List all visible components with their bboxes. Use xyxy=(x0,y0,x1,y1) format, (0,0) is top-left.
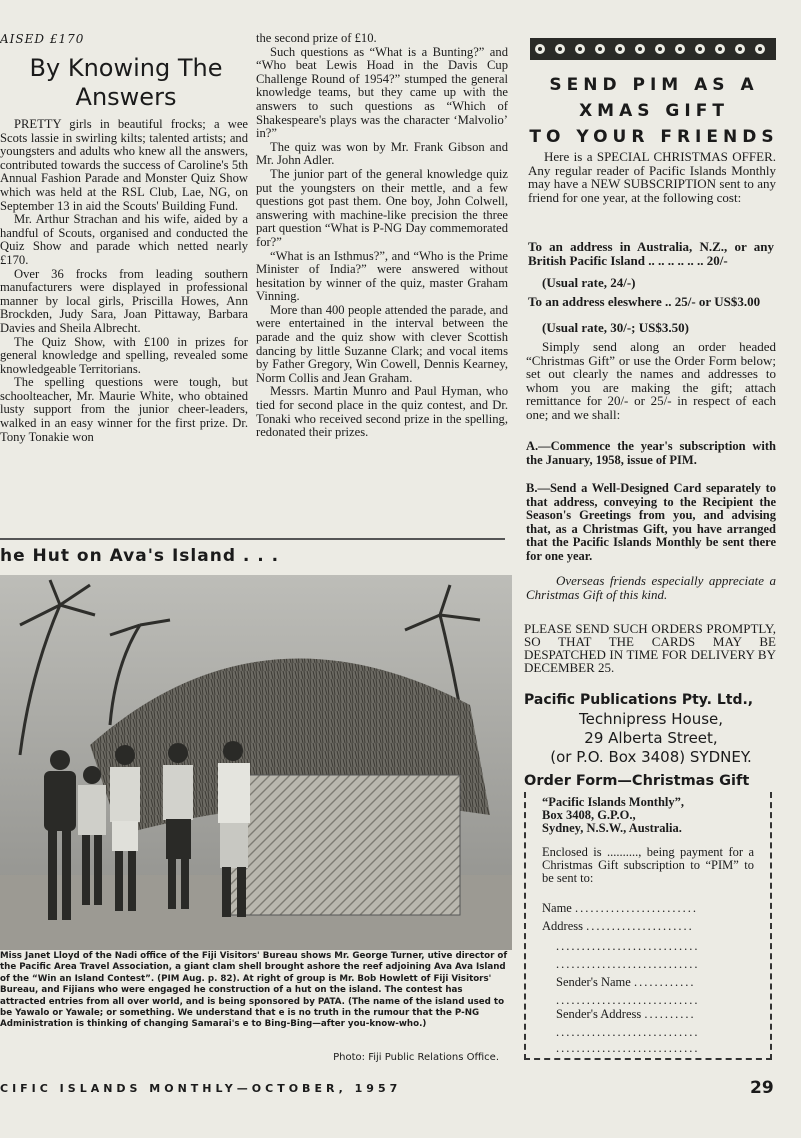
article-paragraph: Messrs. Martin Munro and Paul Hyman, who tied for second place in the quiz contest, and Dr. Tonaki who received second prize in the spelling, redonated their prizes. xyxy=(256,384,508,440)
section-kicker: AISED £170 xyxy=(0,32,85,46)
article-paragraph: More than 400 people attended the parade, and were entertained in the interval between the parade and the quiz show with clever Scottish dancing by little Suzanne Clark; and vocal items by Father Gregory, Win Cowell, Dennis Kearney, Norm Collis and Jean Graham. xyxy=(256,302,508,385)
sender-address-label: Sender's Address xyxy=(556,1007,642,1021)
sender-dotted-line[interactable]: ............................ xyxy=(556,1041,700,1055)
order-form-recipient-line: Box 3408, G.P.O., xyxy=(542,808,636,822)
hut-photo-image xyxy=(0,575,512,950)
order-form-recipient xyxy=(542,796,762,835)
name-dotted-line[interactable]: ........................ xyxy=(574,901,698,915)
sender-name-dotted-line[interactable]: ............ xyxy=(633,975,696,989)
article-headline: By Knowing The Answers xyxy=(29,54,223,111)
promo-point-a: A.—Commence the year's subscription with the January, 1958, issue of PIM. xyxy=(526,439,776,467)
rate-elsewhere-usual: (Usual rate, 30/-; US$3.50) xyxy=(542,320,689,335)
promo-title-line: XMAS GIFT xyxy=(579,101,729,121)
article-paragraph: The junior part of the general knowledge quiz put the youngsters on their mettle, and a few questions got past them. One boy, John Colwell, answering with machine-like precision the three part question “What is P-NG Day commemorated for?” xyxy=(256,166,508,249)
hut-photo xyxy=(0,575,512,950)
address-dotted-line[interactable]: ............................ xyxy=(556,939,700,953)
article-paragraph: “What is an Isthmus?”, and “Who is the Prime Minister of India?” were answered without hesitation by winner of the quiz, master Graham Vinning. xyxy=(256,248,508,304)
sender-dotted-line[interactable]: ............................ xyxy=(556,993,700,1007)
address-dotted-line[interactable]: ............................ xyxy=(556,957,700,971)
publisher-address xyxy=(524,691,778,767)
address-dotted-line[interactable]: ..................... xyxy=(586,919,694,933)
article-paragraph: The spelling questions were tough, but schoolteacher, Mr. Maurie White, who obtained lusty support from the junior cheer-leaders, walked in an easy winner for the first prize. Dr. Tony Tonakie won xyxy=(0,375,248,444)
order-form-sender-name-row[interactable] xyxy=(556,976,756,989)
address-line: (or P.O. Box 3408) SYDNEY. xyxy=(550,748,752,766)
page-number: 29 xyxy=(750,1078,774,1098)
rate-elsewhere: To an address eleswhere .. 25/- or US$3.00 xyxy=(528,294,761,309)
running-footer: CIFIC ISLANDS MONTHLY—OCTOBER, 1957 xyxy=(0,1082,402,1095)
photo-caption: Miss Janet Lloyd of the Nadi office of the Fiji Visitors' Bureau shows Mr. George Turner, utive director of the Pacific Area Travel Association, a giant clam shell brought ashore the reef adjoining Ava Ava Island of the “Win an Island Contest”. (PIM Aug. p. 82). At right of group is Mr. Bob Howlett of Fiji Visitors' Bureau, and Fijians who were engaged he construction of a hut on the island. The contest has attracted entries from all over world, and is being sponsored by PATA. (The name of the island used to be Yawalo or Yawale; or something. We understand that e is no truth in the rumour that the P-NG Administration is thinking of changing Samarai's e to Bing-Bing—after you-know-who.) xyxy=(0,951,508,1030)
order-form-name-row[interactable] xyxy=(542,902,760,915)
order-form-name-label: Name xyxy=(542,901,572,915)
article-paragraph: The quiz was won by Mr. Frank Gibson and Mr. John Adler. xyxy=(256,139,508,168)
article-middle-column xyxy=(256,32,508,440)
rate-australia: To an address in Australia, N.Z., or any British Pacific Island .. .. .. .. .. .. 20/- xyxy=(528,239,774,268)
publisher-name: Pacific Publications Pty. Ltd., xyxy=(524,692,754,708)
order-form-title: Order Form—Christmas Gift xyxy=(524,773,750,789)
order-form-enclosed: Enclosed is .........., being payment for a Christmas Gift subscription to “PIM” to be sent to: xyxy=(542,845,754,885)
sender-address-dotted-line[interactable]: .......... xyxy=(644,1007,696,1021)
order-form-address-label: Address xyxy=(542,919,583,933)
promo-point-b: B.—Send a Well-Designed Card separately to that address, conveying to the Recipient the Season's Greetings from you, and advising that, as a Christmas Gift, you have arranged that the Pacific Islands Monthly be sent there for one year. xyxy=(526,481,776,563)
promo-instructions: Simply send along an order headed “Christmas Gift” or use the Order Form below; set out clearly the names and addresses to whom you are making the gift; attach remittance for 20/- or 25/- in respect of each one; and we shall: xyxy=(526,339,776,422)
article-paragraph: The Quiz Show, with £100 in prizes for general knowledge and spelling, revealed some knowledgeable Territorians. xyxy=(0,334,248,376)
section-divider xyxy=(0,538,505,540)
rate-australia-usual: (Usual rate, 24/-) xyxy=(542,275,636,290)
article-paragraph: Such questions as “What is a Bunting?” and “Who beat Lewis Hoad in the Davis Cup Challenge Round of 1954?” stumped the general knowledge teams, but they came up with the answers to such questions as “Which of Shakespeare's plays was the character ‘Malvolio’ in?” xyxy=(256,44,508,141)
promo-title xyxy=(526,72,782,150)
promo-notice: PLEASE SEND SUCH ORDERS PROMPTLY, SO THAT THE CARDS MAY BE DESPATCHED IN TIME FOR DELIVERY BY DECEMBER 25. xyxy=(524,621,776,675)
sender-name-label: Sender's Name xyxy=(556,975,631,989)
article-left-column xyxy=(0,118,248,532)
promo-title-line: TO YOUR FRIENDS xyxy=(529,127,779,147)
address-line: Technipress House, xyxy=(578,710,724,728)
order-form-sender-address-row[interactable] xyxy=(556,1008,756,1021)
photo-section-heading: he Hut on Ava's Island . . . xyxy=(0,546,280,566)
order-form-recipient-line: Sydney, N.S.W., Australia. xyxy=(542,821,682,835)
address-line: 29 Alberta Street, xyxy=(584,729,718,747)
promo-overseas-note: Overseas friends especially appreciate a Christmas Gift of this kind. xyxy=(526,573,776,602)
sender-dotted-line[interactable]: ............................ xyxy=(556,1025,700,1039)
order-form-address-row[interactable] xyxy=(542,920,760,933)
promo-intro: Here is a SPECIAL CHRISTMAS OFFER. Any regular reader of Pacific Islands Monthly may have a NEW SUBSCRIPTION sent to any friend for one year, at the following cost: xyxy=(528,149,776,205)
article-paragraph: Over 36 frocks from leading southern manufacturers were displayed in professional manner by local girls, Priscilla Howes, Ann Brockden, Judy Sara, Joan Pittaway, Barbara Davies and Sheila Albrecht. xyxy=(0,266,248,335)
order-form-recipient-line: “Pacific Islands Monthly”, xyxy=(542,795,685,809)
article-paragraph: the second prize of £10. xyxy=(256,31,377,45)
article-paragraph: PRETTY girls in beautiful frocks; a wee Scots lassie in swirling kilts; talented artists; and youngsters and adults who knew all the answers, contributed towards the success of Caroline's 5th Annual Fashion Parade and Monster Quiz Show which was held at the RSL Club, Lae, NG, on September 13 in aid the Scouts' Building Fund. xyxy=(0,118,248,213)
promo-title-line: SEND PIM AS A xyxy=(549,75,759,95)
photo-credit: Photo: Fiji Public Relations Office. xyxy=(333,1052,499,1063)
ornament-border xyxy=(530,38,776,60)
article-paragraph: Mr. Arthur Strachan and his wife, aided by a handful of Scouts, organised and conducted the Quiz Show and parade which netted nearly £170. xyxy=(0,212,248,267)
